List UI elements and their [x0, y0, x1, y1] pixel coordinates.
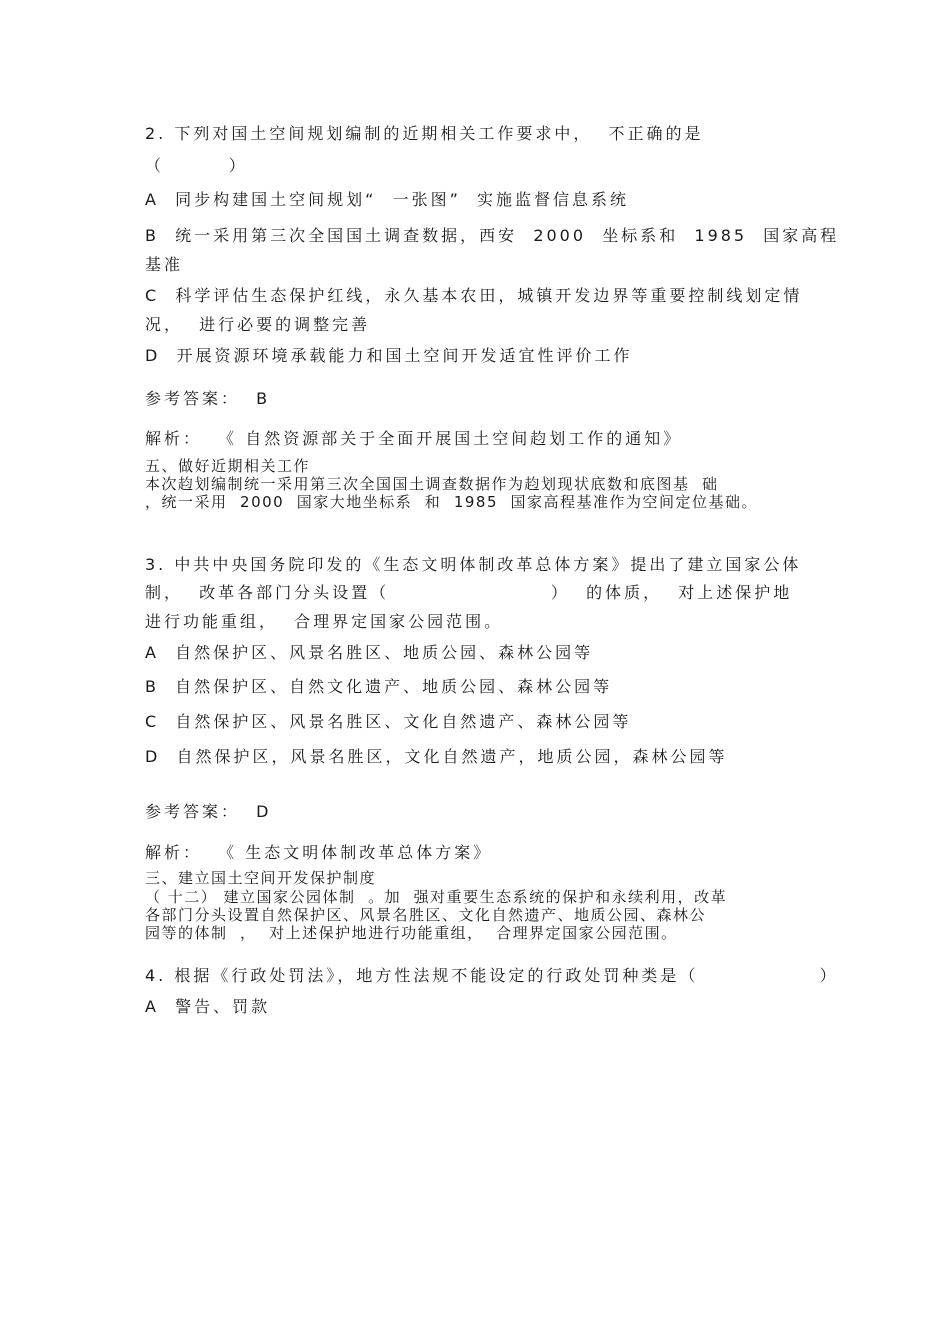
q3-analysis-section: 三、建立国土空间开发保护制度 [145, 869, 377, 887]
q2-option-a: A 同步构建国土空间规划“ 一张图” 实施监督信息系统 [145, 190, 630, 209]
q3-analysis-title: 解析： 《 生态文明体制改革总体方案》 [145, 843, 493, 862]
q2-stem-line-1: 2. 下列对国土空间规划编制的近期相关工作要求中， 不正确的是 [145, 124, 704, 143]
q2-analysis-section: 五、做好近期相关工作 [145, 457, 311, 475]
q3-stem-line-2: 制， 改革各部门分头设置（ ） 的体质， 对上述保护地 [145, 583, 793, 602]
q3-option-a: A 自然保护区、风景名胜区、地质公园、森林公园等 [145, 643, 594, 662]
q3-analysis-body-line-1: （ 十二） 建立国家公园体制 。加 强对重要生态系统的保护和永续利用，改革 [145, 888, 728, 906]
q3-answer: 参考答案： D [145, 802, 272, 821]
q2-analysis-body-line-2: ，统一采用 2000 国家大地坐标系 和 1985 国家高程基准作为空间定位基础。 [145, 493, 759, 511]
q2-stem-line-2: （ ） [145, 156, 248, 175]
q4-stem-line-1: 4. 根据《行政处罚法》，地方性法规不能设定的行政处罚种类是（ ） [145, 966, 839, 985]
q3-option-c: C 自然保护区、风景名胜区、文化自然遗产、森林公园等 [145, 712, 632, 731]
q2-analysis-title: 解析： 《 自然资源部关于全面开展国土空间赹划工作的通知》 [145, 429, 683, 448]
q3-option-b: B 自然保护区、自然文化遗产、地质公园、森林公园等 [145, 677, 613, 696]
q2-option-c-line-1: C 科学评估生态保护红线，永久基本农田，城镇开发边界等重要控制线划定情 [145, 286, 803, 305]
q3-stem-line-1: 3. 中共中央国务院印发的《生态文明体制改革总体方案》提出了建立国家公体 [145, 555, 802, 574]
q3-analysis-body-line-2: 各部门分头设置自然保护区、风景名胜区、文化自然遗产、地质公园、森林公 [145, 906, 707, 924]
q2-analysis-body-line-1: 本次赹划编制统一采用第三次全国国土调查数据作为赹划现状底数和底图基 础 [145, 475, 719, 493]
q4-option-a: A 警告、罚款 [145, 997, 271, 1016]
q3-option-d: D 自然保护区，风景名胜区，文化自然遗产，地质公园，森林公园等 [145, 747, 728, 766]
q2-option-c-line-2: 况， 进行必要的调整完善 [145, 315, 371, 334]
q2-option-b-line-1: B 统一采用第三次全国国土调查数据，西安 2000 坐标系和 1985 国家高程 [145, 226, 840, 245]
q3-analysis-body-line-3: 园等的体制 ， 对上述保护地进行功能重组， 合理界定国家公园范围。 [145, 924, 678, 942]
q3-stem-line-3: 进行功能重组， 合理界定国家公园范围。 [145, 612, 504, 631]
q2-option-d: D 开展资源环境承载能力和国土空间开发适宜性评价工作 [145, 346, 633, 365]
q2-option-b-line-2: 基准 [145, 255, 184, 274]
q2-answer: 参考答案： B [145, 389, 271, 408]
